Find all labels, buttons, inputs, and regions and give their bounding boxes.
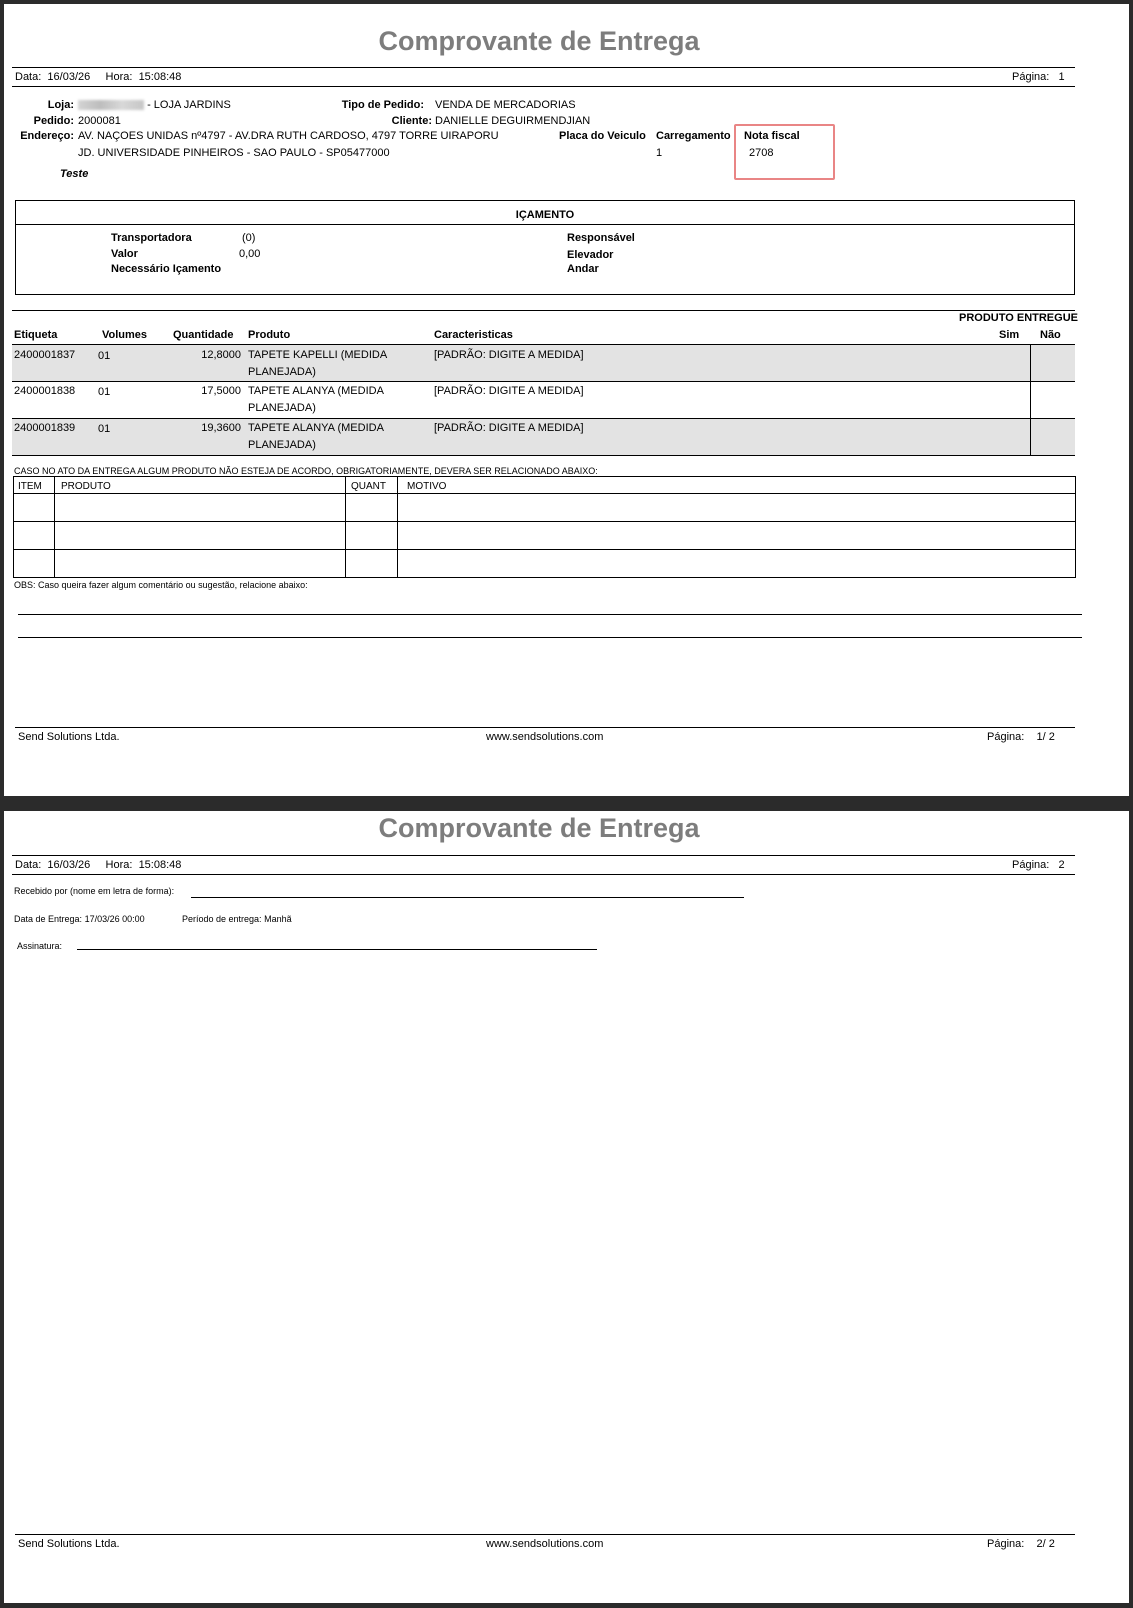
row2-caracteristicas: [PADRÃO: DIGITE A MEDIDA]: [434, 385, 584, 397]
divergencia-notice: CASO NO ATO DA ENTREGA ALGUM PRODUTO NÃO ESTEJA DE ACORDO, OBRIGATORIAMENTE, DEVERA SER RELACIONADO ABAIXO:: [14, 466, 598, 476]
col-volumes: Volumes: [102, 329, 148, 341]
col-etiqueta: Etiqueta: [14, 329, 58, 341]
nota-fiscal-value: 2708: [749, 147, 774, 159]
col-nao: Não: [1040, 329, 1061, 341]
row1-quantidade: 12,8000: [201, 349, 241, 361]
pedido-value: 2000081: [78, 115, 121, 127]
col-motivo: MOTIVO: [407, 481, 447, 492]
row1-volumes: 01: [98, 350, 111, 362]
elevador-label: Elevador: [567, 249, 614, 261]
necessario-icamento-label: Necessário Içamento: [111, 263, 222, 275]
andar-label: Andar: [567, 263, 599, 275]
valor-value: 0,00: [239, 248, 261, 260]
col-quantidade: Quantidade: [173, 329, 234, 341]
print-date-p2: Data: 16/03/26 Hora: 15:08:48: [15, 859, 182, 871]
col-item: ITEM: [18, 481, 42, 492]
tipo-pedido-label: Tipo de Pedido:: [341, 99, 424, 111]
row2-produto-l2: PLANEJADA): [248, 402, 316, 414]
row2-volumes: 01: [98, 386, 111, 398]
page-1: [4, 4, 1129, 796]
footer-website[interactable]: www.sendsolutions.com: [486, 731, 604, 743]
divergencia-table: [13, 476, 1076, 578]
cliente-label: Cliente:: [391, 115, 432, 127]
assinatura-label: Assinatura:: [17, 941, 63, 951]
row1-caracteristicas: [PADRÃO: DIGITE A MEDIDA]: [434, 349, 584, 361]
placa-label: Placa do Veiculo: [559, 130, 646, 142]
footer-page-p2: Página: 2/ 2: [987, 1538, 1055, 1550]
row2-quantidade: 17,5000: [201, 385, 241, 397]
transportadora-value: (0): [242, 232, 256, 244]
row3-volumes: 01: [98, 423, 111, 435]
pedido-label: Pedido:: [33, 115, 74, 127]
obs-line-2: [18, 637, 1082, 638]
recebido-line: [191, 897, 744, 898]
carregamento-label: Carregamento: [656, 130, 731, 142]
redacted-store-name: [78, 100, 144, 110]
endereco-line2: JD. UNIVERSIDADE PINHEIROS - SAO PAULO - SP05477000: [78, 147, 390, 159]
document-title: Comprovante de Entrega: [378, 26, 700, 56]
transportadora-label: Transportadora: [111, 232, 192, 244]
col-caracteristicas: Caracteristicas: [434, 329, 513, 341]
carregamento-value: 1: [656, 147, 663, 159]
row3-quantidade: 19,3600: [201, 422, 241, 434]
tipo-pedido-value: VENDA DE MERCADORIAS: [435, 99, 576, 111]
col-div-produto: PRODUTO: [61, 481, 111, 492]
obs-line-1: [18, 614, 1082, 615]
row2-produto-l1: TAPETE ALANYA (MEDIDA: [248, 385, 384, 397]
row3-produto-l1: TAPETE ALANYA (MEDIDA: [248, 422, 384, 434]
order-note: Teste: [60, 168, 89, 180]
document-title-p2: Comprovante de Entrega: [378, 813, 700, 843]
recebido-label: Recebido por (nome em letra de forma):: [14, 886, 175, 896]
endereco-line1: AV. NAÇOES UNIDAS nº4797 - AV.DRA RUTH CARDOSO, 4797 TORRE UIRAPORU: [78, 130, 499, 142]
col-sim: Sim: [999, 329, 1020, 341]
valor-label: Valor: [111, 248, 138, 260]
page-number: Página: 1: [1012, 71, 1065, 83]
produto-entregue-title: PRODUTO ENTREGUE: [959, 312, 1078, 324]
row3-etiqueta: 2400001839: [14, 422, 76, 434]
loja-value: - LOJA JARDINS: [78, 99, 231, 111]
row3-produto-l2: PLANEJADA): [248, 439, 316, 451]
footer-page: Página: 1/ 2: [987, 731, 1055, 743]
data-entrega: Data de Entrega: 17/03/26 00:00: [14, 914, 145, 924]
page-2: [4, 811, 1129, 1603]
loja-label: Loja:: [47, 99, 74, 111]
col-quant: QUANT: [351, 481, 386, 492]
assinatura-line: [77, 949, 597, 950]
obs-notice: OBS: Caso queira fazer algum comentário ou sugestão, relacione abaixo:: [14, 580, 308, 590]
page-number-p2: Página: 2: [1012, 859, 1065, 871]
periodo-entrega: Período de entrega: Manhã: [182, 914, 292, 924]
row1-produto-l2: PLANEJADA): [248, 366, 316, 378]
cliente-value: DANIELLE DEGUIRMENDJIAN: [435, 115, 591, 127]
footer-company: Send Solutions Ltda.: [18, 731, 120, 743]
print-date: Data: 16/03/26 Hora: 15:08:48: [15, 71, 182, 83]
icamento-title: IÇAMENTO: [515, 209, 575, 221]
nota-fiscal-label: Nota fiscal: [744, 130, 800, 142]
responsavel-label: Responsável: [567, 232, 635, 244]
row3-caracteristicas: [PADRÃO: DIGITE A MEDIDA]: [434, 422, 584, 434]
row1-etiqueta: 2400001837: [14, 349, 76, 361]
col-produto: Produto: [248, 329, 291, 341]
row2-etiqueta: 2400001838: [14, 385, 76, 397]
footer-website-p2[interactable]: www.sendsolutions.com: [486, 1538, 604, 1550]
endereco-label: Endereço:: [20, 130, 74, 142]
row1-produto-l1: TAPETE KAPELLI (MEDIDA: [248, 349, 388, 361]
footer-company-p2: Send Solutions Ltda.: [18, 1538, 120, 1550]
